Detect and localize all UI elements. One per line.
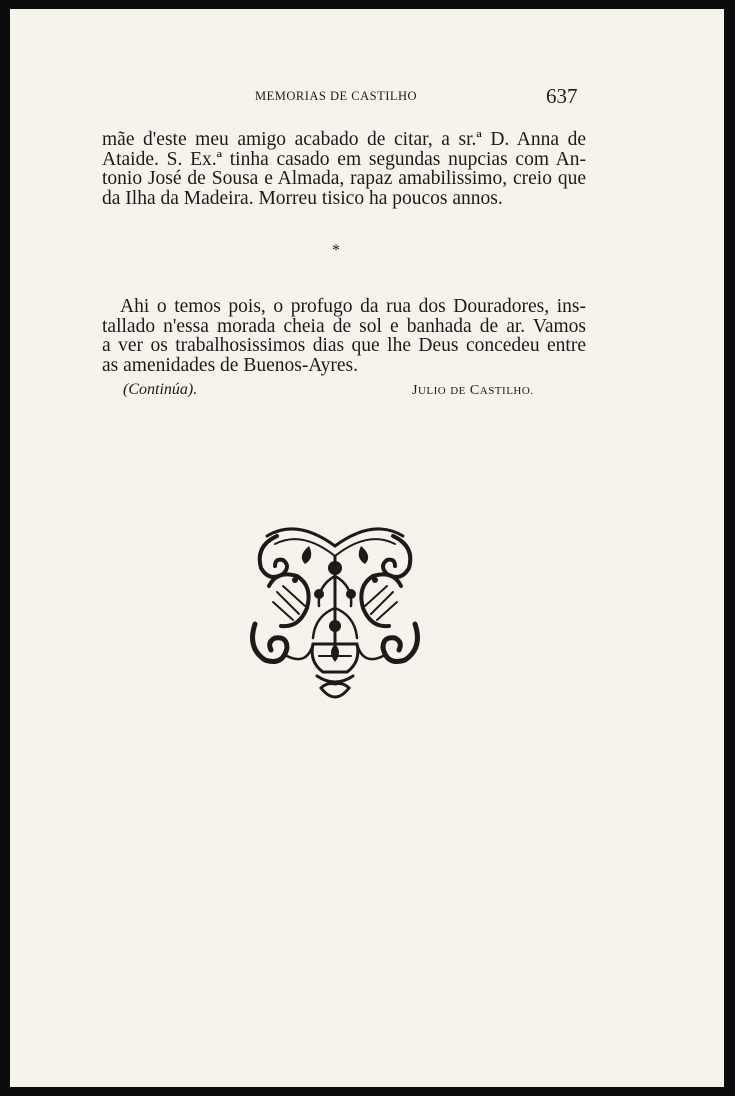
page-number: 637	[546, 84, 578, 108]
section-separator: *	[332, 242, 340, 259]
continuation-note: (Continúa).	[123, 381, 198, 398]
author-particle: DE	[450, 385, 466, 397]
paragraph-line: Ataide. S. Ex.ª tinha casado em segundas nupcias com An-	[102, 148, 586, 170]
paragraph-line: tallado n'essa morada cheia de sol e banhada de ar. Vamos	[102, 315, 586, 337]
paragraph-line: da Ilha da Madeira. Morreu tisico ha poucos annos.	[102, 187, 503, 209]
paragraph-line: a ver os trabalhosissimos dias que lhe Deus concedeu entre	[102, 335, 586, 356]
paragraph-line: tonio José de Sousa e Almada, rapaz amabilissimo, creio que	[102, 168, 586, 189]
book-page	[10, 9, 724, 1087]
paragraph-line: mãe d'este meu amigo acabado de citar, a sr.ª D. Anna de	[102, 129, 586, 150]
running-title: MEMORIAS DE CASTILHO	[255, 89, 418, 103]
paragraph-line: as amenidades de Buenos-Ayres.	[102, 354, 358, 376]
author-surname-initial: C	[469, 383, 480, 398]
author-signature	[412, 383, 534, 399]
paragraph-line: Ahi o temos pois, o profugo da rua dos Douradores, ins-	[120, 296, 586, 317]
author-first-name-rest: ULIO	[417, 385, 447, 397]
author-surname-rest: ASTILHO.	[479, 385, 534, 397]
floral-vase-ornament-icon	[247, 516, 423, 706]
paragraph-1	[102, 130, 586, 208]
author-initial: J	[412, 383, 418, 398]
paragraph-2	[102, 297, 586, 375]
